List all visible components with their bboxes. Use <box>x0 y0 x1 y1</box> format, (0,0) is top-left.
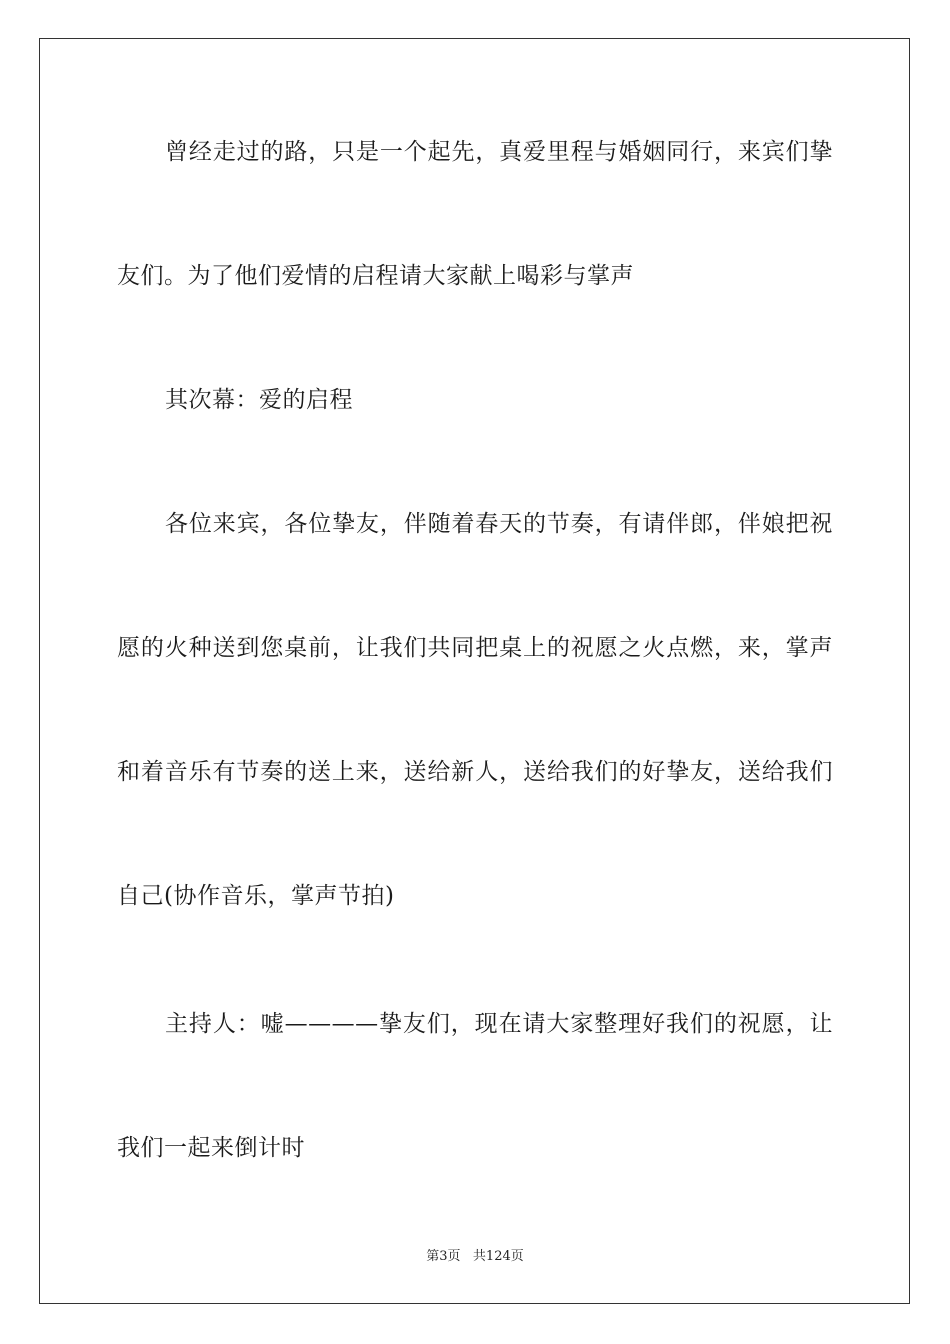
paragraph-line: 友们。为了他们爱情的启程请大家献上喝彩与掌声 <box>117 263 634 289</box>
paragraph-line: 我们一起来倒计时 <box>117 1135 305 1161</box>
paragraph-line: 曾经走过的路，只是一个起先，真爱里程与婚姻同行，来宾们挚 <box>165 139 833 165</box>
paragraph-line: 自己(协作音乐，掌声节拍) <box>117 883 395 909</box>
paragraph-line: 和着音乐有节奏的送上来，送给新人，送给我们的好挚友，送给我们 <box>117 759 833 785</box>
page-footer <box>0 1248 950 1266</box>
page-number: 第3页 <box>426 1249 461 1264</box>
section-heading: 其次幕：爱的启程 <box>165 387 353 413</box>
page-frame <box>39 38 910 1304</box>
paragraph-line: 愿的火种送到您桌前，让我们共同把桌上的祝愿之火点燃，来，掌声 <box>117 635 833 661</box>
page-total: 共124页 <box>472 1249 524 1264</box>
paragraph-line: 各位来宾，各位挚友，伴随着春天的节奏，有请伴郎，伴娘把祝 <box>165 511 833 537</box>
paragraph-line: 主持人：嘘————挚友们，现在请大家整理好我们的祝愿，让 <box>165 1011 833 1037</box>
